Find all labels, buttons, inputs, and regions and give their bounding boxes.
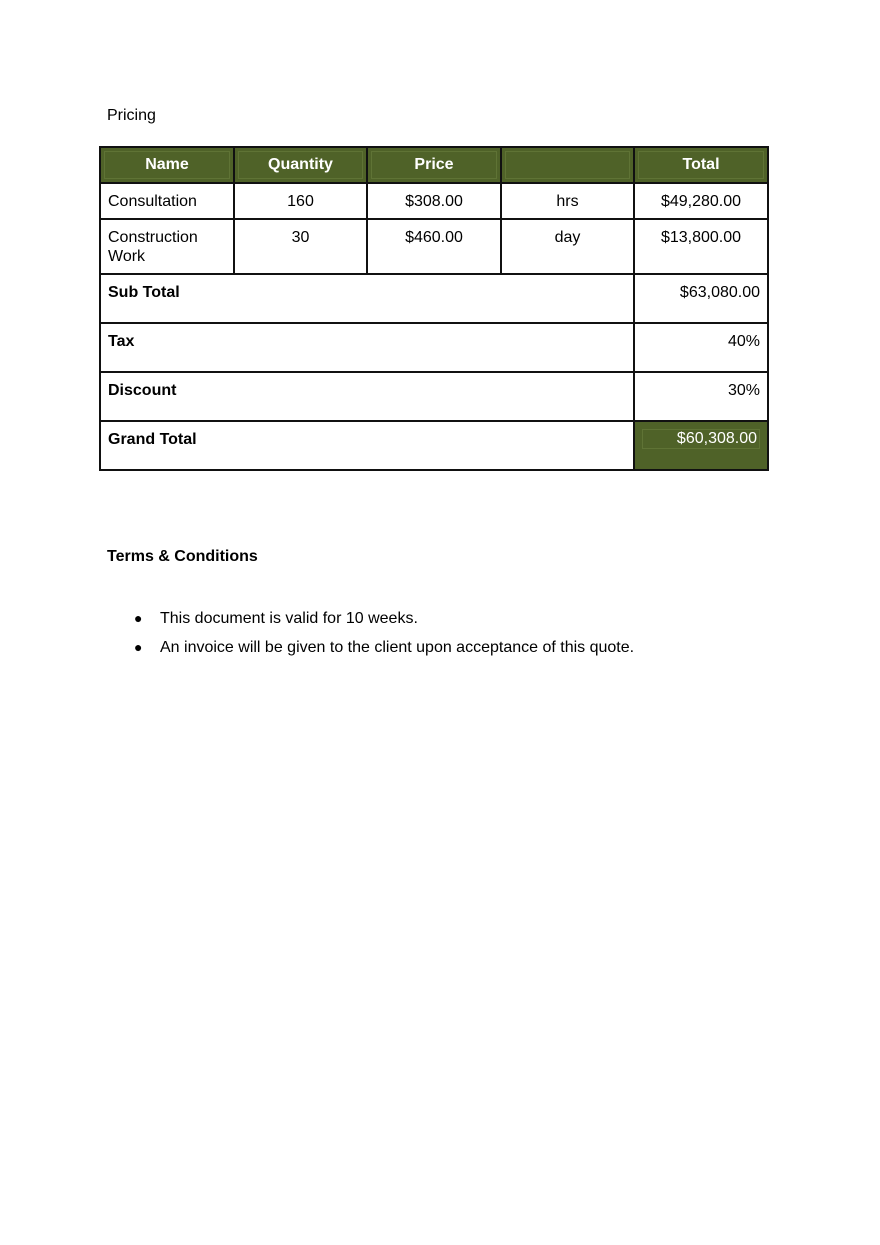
discount-label: Discount <box>100 372 634 421</box>
tax-value: 40% <box>634 323 768 372</box>
grand-total-row <box>100 421 768 470</box>
column-header-name: Name <box>100 147 234 183</box>
subtotal-label: Sub Total <box>100 274 634 323</box>
item-price-cell: $460.00 <box>367 219 501 274</box>
bullet-icon: ● <box>134 610 143 626</box>
grand-total-label: Grand Total <box>100 421 634 470</box>
item-name-cell: Construction Work <box>100 219 234 274</box>
subtotal-row <box>100 274 768 323</box>
pricing-heading: Pricing <box>107 107 156 124</box>
item-total-cell: $13,800.00 <box>634 219 768 274</box>
discount-value: 30% <box>634 372 768 421</box>
terms-item-text: An invoice will be given to the client upon acceptance of this quote. <box>160 639 635 656</box>
table-row <box>100 219 768 274</box>
column-header-quantity: Quantity <box>234 147 367 183</box>
column-header-unit <box>501 147 634 183</box>
table-row <box>100 183 768 219</box>
column-header-total: Total <box>634 147 768 183</box>
pricing-table <box>99 146 769 471</box>
terms-heading: Terms & Conditions <box>107 548 258 565</box>
terms-item-text: This document is valid for 10 weeks. <box>160 610 418 627</box>
grand-total-value: $60,308.00 <box>634 421 768 470</box>
column-header-price: Price <box>367 147 501 183</box>
item-quantity-cell: 30 <box>234 219 367 274</box>
item-total-cell: $49,280.00 <box>634 183 768 219</box>
table-header-row <box>100 147 768 183</box>
subtotal-value: $63,080.00 <box>634 274 768 323</box>
bullet-icon: ● <box>134 639 143 655</box>
terms-list <box>130 604 634 662</box>
item-quantity-cell: 160 <box>234 183 367 219</box>
tax-row <box>100 323 768 372</box>
discount-row <box>100 372 768 421</box>
item-unit-cell: hrs <box>501 183 634 219</box>
item-name-cell: Consultation <box>100 183 234 219</box>
list-item <box>130 604 634 633</box>
item-price-cell: $308.00 <box>367 183 501 219</box>
list-item <box>130 633 634 662</box>
tax-label: Tax <box>100 323 634 372</box>
item-unit-cell: day <box>501 219 634 274</box>
